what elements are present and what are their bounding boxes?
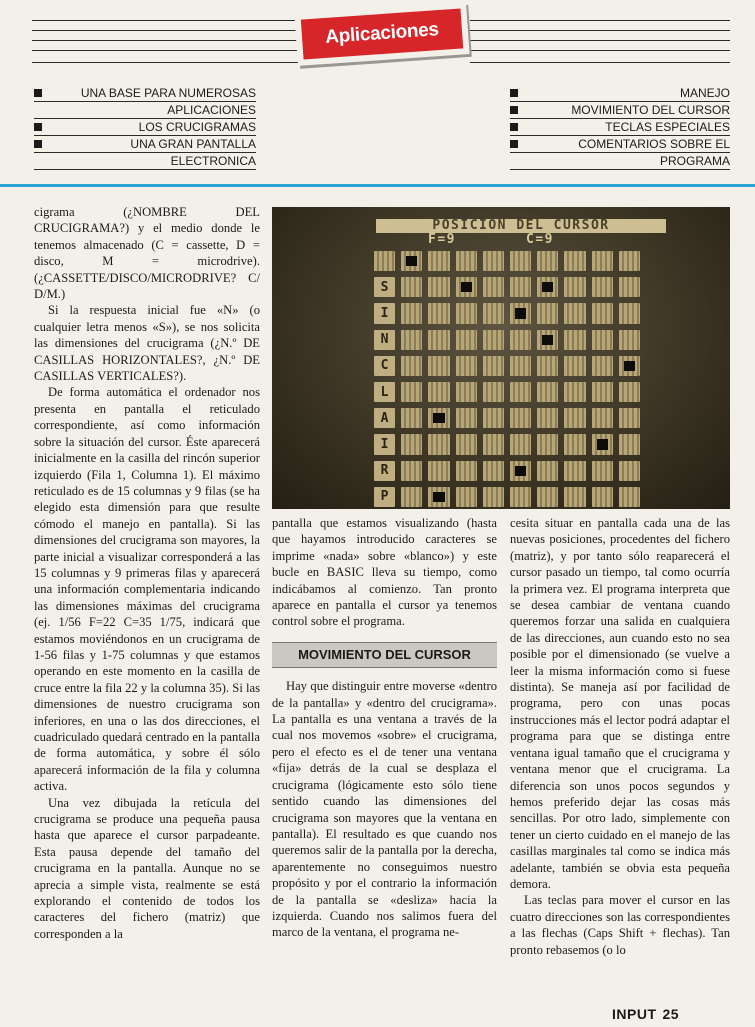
grid-cell <box>619 382 640 402</box>
grid-cell <box>456 303 477 323</box>
grid-cell <box>510 251 531 271</box>
grid-cell <box>483 408 504 428</box>
grid-cell <box>428 382 449 402</box>
topic-item <box>34 153 256 170</box>
grid-cell <box>619 461 640 481</box>
grid-cell <box>456 382 477 402</box>
grid-cell <box>537 356 558 376</box>
grid-black-cell <box>510 461 531 481</box>
grid-cell <box>374 251 395 271</box>
grid-cell <box>564 277 585 297</box>
topic-text: PROGRAMA <box>659 154 730 168</box>
topic-text: LOS CRUCIGRAMAS <box>138 120 256 134</box>
grid-black-cell <box>456 277 477 297</box>
page-number: 25 <box>662 1006 680 1022</box>
grid-cell <box>401 487 422 507</box>
grid-black-cell <box>510 303 531 323</box>
grid-cell <box>456 330 477 350</box>
grid-cell <box>564 487 585 507</box>
grid-cell <box>401 408 422 428</box>
grid-letter-cell: I <box>374 303 395 323</box>
grid-cell <box>510 356 531 376</box>
grid-letter-cell: C <box>374 356 395 376</box>
paragraph: cigrama (¿NOMBRE DEL CRUCIGRAMA?) y el medio donde le tenemos almacenado (C = cassette, D = disco, M = microdrive). (¿CASSETTE/DISCO/MICRODRIVE? C/ D/M.) <box>34 205 260 302</box>
grid-cell <box>401 461 422 481</box>
grid-black-cell <box>592 434 613 454</box>
crossword-grid <box>374 251 640 507</box>
grid-cell <box>428 461 449 481</box>
grid-cell <box>592 356 613 376</box>
grid-cell <box>619 434 640 454</box>
grid-cell <box>537 251 558 271</box>
text-column-1 <box>34 204 260 942</box>
grid-black-cell <box>537 277 558 297</box>
grid-cell <box>401 277 422 297</box>
grid-cell <box>401 382 422 402</box>
grid-cell <box>564 434 585 454</box>
grid-cell <box>592 487 613 507</box>
grid-cell <box>619 487 640 507</box>
header-rules-right <box>470 20 730 64</box>
grid-cell <box>592 461 613 481</box>
grid-letter-cell: A <box>374 408 395 428</box>
grid-cell <box>401 356 422 376</box>
paragraph: cesita situar en pantalla cada una de las nuevas posiciones, procedentes del fichero (matriz), y por tanto sólo reaparecerá el cursor pasado un tiempo, tal como ocurría la primera vez. El programa interpreta que se desea cambiar de ventana cuando queremos forzar una salida en cualquiera de las direcciones, aun cuando esto no sea posible por el dimensionado (se vuelve a leer la misma información como si fuese distinta). Se maneja así por facilidad de programa, pero con unas pocas instrucciones más el lector podrá adaptar el programa para que se distinga entre ventana igual tamaño que el crucigrama y ventana menor que el crucigrama. La diferencia son unos pocos segundos y hemos preferido dejar las cosas más sencillas. Por otro lado, simplemente con tener un cierto cuidado en el manejo de las casillas marginales tal como se indica más adelante, también se obvia esta pequeña demora. <box>510 516 730 891</box>
grid-cell <box>564 382 585 402</box>
bullet-square-icon <box>510 123 518 131</box>
topic-item <box>510 119 730 136</box>
grid-cell <box>428 251 449 271</box>
text-column-3 <box>510 515 730 958</box>
column-readout: C=9 <box>526 232 554 247</box>
paragraph: Hay que distinguir entre moverse «dentro de la pantalla» y «dentro del crucigrama». La pantalla es una ventana a través de la cual nos movemos «sobre» el crucigrama, pero el efecto es el de tener una ventana «fija» detrás de la cual se desplaza el crucigrama (lógicamente esto sólo tiene sentido cuando las dimensiones del crucigrama son mayores que la ventana en pantalla). El resultado es que cuando nos queremos salir de la pantalla por la derecha, aparentemente no conseguimos nuestro propósito y por el contrario la información de la pantalla se «desliza» hacia la izquierda. Cuando nos salimos fuera del marco de la ventana, el programa ne- <box>272 679 497 940</box>
grid-cell <box>592 382 613 402</box>
grid-cell <box>428 303 449 323</box>
grid-letter-cell: P <box>374 487 395 507</box>
grid-cell <box>456 461 477 481</box>
bullet-square-icon <box>34 89 42 97</box>
grid-cell <box>592 277 613 297</box>
grid-letter-cell: S <box>374 277 395 297</box>
grid-cell <box>537 434 558 454</box>
grid-cell <box>510 487 531 507</box>
grid-cell <box>428 330 449 350</box>
grid-cell <box>483 487 504 507</box>
paragraph: Las teclas para mover el cursor en las cuatro direcciones son las correspondientes a las flechas (Caps Shift + flechas). Tan pronto rebasemos (o lo <box>510 893 730 957</box>
topic-text: UNA BASE PARA NUMEROSAS <box>80 86 256 100</box>
topic-item <box>34 102 256 119</box>
paragraph: Una vez dibujada la retícula del crucigrama se produce una pequeña pausa hasta que aparece el cursor parpadeante. Esta pausa depende del tamaño del crucigrama en la pantalla. Aunque no se aprecia a simple vista, realmente se está explorando el contenido de todos los caracteres del fichero (matriz) que corresponden a la <box>34 795 260 941</box>
grid-black-cell <box>428 487 449 507</box>
topic-text: MOVIMIENTO DEL CURSOR <box>571 103 730 117</box>
grid-cell <box>592 330 613 350</box>
grid-cell <box>401 303 422 323</box>
topic-text: COMENTARIOS SOBRE EL <box>578 137 730 151</box>
grid-cell <box>483 382 504 402</box>
grid-black-cell <box>619 356 640 376</box>
page-footer <box>612 1006 679 1022</box>
paragraph: pantalla que estamos visualizando (hasta que hayamos introducido caracteres se imprime «nada» sobre «blanco») y este bucle en BASIC lleva su tiempo, como indicábamos al comienzo. Tan pronto aparece en pantalla el cursor ya tenemos control sobre el programa. <box>272 516 497 629</box>
grid-cell <box>483 461 504 481</box>
topic-item <box>510 85 730 102</box>
grid-cell <box>483 330 504 350</box>
grid-cell <box>592 408 613 428</box>
crossword-screen-photo <box>272 207 730 509</box>
section-divider <box>0 184 755 187</box>
section-heading: MOVIMIENTO DEL CURSOR <box>272 642 497 668</box>
grid-cell <box>428 277 449 297</box>
grid-letter-cell: R <box>374 461 395 481</box>
grid-cell <box>619 277 640 297</box>
grid-letter-cell: L <box>374 382 395 402</box>
grid-cell <box>619 408 640 428</box>
grid-cell <box>564 356 585 376</box>
grid-letter-cell: I <box>374 434 395 454</box>
grid-letter-cell: N <box>374 330 395 350</box>
grid-cell <box>401 330 422 350</box>
topic-text: MANEJO <box>679 86 730 100</box>
grid-cell <box>510 434 531 454</box>
grid-cell <box>510 277 531 297</box>
grid-cell <box>456 356 477 376</box>
grid-cell <box>456 408 477 428</box>
bullet-square-icon <box>510 140 518 148</box>
grid-cell <box>619 303 640 323</box>
topic-item <box>510 153 730 170</box>
grid-cell <box>564 461 585 481</box>
grid-cell <box>456 487 477 507</box>
grid-cell <box>592 251 613 271</box>
bullet-square-icon <box>510 89 518 97</box>
grid-cell <box>483 434 504 454</box>
screen-title: POSICION DEL CURSOR <box>376 219 666 233</box>
grid-cell <box>483 356 504 376</box>
paragraph: De forma automática el ordenador nos presenta en pantalla el reticulado correspondiente, así como información sobre la situación del cursor. Éste aparecerá inicialmente en la casilla del rincón superior izquierdo (Fila 1, Columna 1). El máximo reticulado es de 15 columnas y 9 filas (se ha elegido esta dimensión para que resulte cómodo el manejo en pantalla). Si las dimensiones del crucigrama son mayores, la parte inicial a visualizar corresponderá a las 15 columnas y 9 primeras filas y aparecerá una información complementaria indicando las dimensiones máximas del crucigrama (ej. 1/56 F=22 C=35 1/75, indicará que estamos moviéndonos en un crucigrama de 1-56 filas y 1-75 columnas y que estamos operando en este momento en la casilla de cruce entre la fila 22 y la columna 35). Si las dimensiones de nuestro crucigrama son inferiores, en una o las dos direcciones, el cuadriculado quedará centrado en la pantalla de forma automática, y sobre él sólo aparecerá información de la fila y columna activa. <box>34 385 260 794</box>
magazine-name: INPUT <box>612 1006 657 1022</box>
row-readout: F=9 <box>428 232 456 247</box>
topic-item <box>34 136 256 153</box>
bullet-square-icon <box>34 123 42 131</box>
paragraph: Si la respuesta inicial fue «N» (o cualquier letra menos «S»), se nos solicita las dimensiones del crucigrama (¿N.º DE CASILLAS HORIZONTALES?, ¿N.º DE CASILLAS VERTICALES?). <box>34 303 260 384</box>
grid-cell <box>564 408 585 428</box>
topics-right <box>510 85 730 170</box>
grid-cell <box>428 434 449 454</box>
screen-cursor-readout <box>376 233 666 247</box>
grid-cell <box>428 356 449 376</box>
header-rules-left <box>32 20 300 64</box>
topics-left <box>34 85 256 170</box>
grid-cell <box>537 303 558 323</box>
grid-black-cell <box>537 330 558 350</box>
topic-item <box>34 85 256 102</box>
grid-cell <box>456 434 477 454</box>
grid-cell <box>564 303 585 323</box>
grid-cell <box>456 251 477 271</box>
section-badge <box>294 2 469 66</box>
bullet-square-icon <box>34 140 42 148</box>
grid-cell <box>483 251 504 271</box>
text-column-2 <box>272 515 497 941</box>
topic-item <box>510 102 730 119</box>
grid-cell <box>564 251 585 271</box>
topic-text: TECLAS ESPECIALES <box>605 120 730 134</box>
grid-cell <box>483 277 504 297</box>
grid-cell <box>592 303 613 323</box>
grid-cell <box>619 330 640 350</box>
grid-cell <box>537 461 558 481</box>
grid-cell <box>401 434 422 454</box>
grid-black-cell <box>428 408 449 428</box>
grid-cell <box>537 382 558 402</box>
grid-cell <box>619 251 640 271</box>
topic-item <box>510 136 730 153</box>
grid-cell <box>483 303 504 323</box>
grid-cell <box>537 408 558 428</box>
grid-cell <box>510 408 531 428</box>
section-badge-label: Aplicaciones <box>301 8 463 59</box>
topic-text: ELECTRONICA <box>170 154 256 168</box>
grid-cell <box>510 382 531 402</box>
grid-cell <box>537 487 558 507</box>
grid-cell <box>564 330 585 350</box>
grid-cell <box>510 330 531 350</box>
bullet-square-icon <box>510 106 518 114</box>
grid-black-cell <box>401 251 422 271</box>
topic-text: UNA GRAN PANTALLA <box>130 137 256 151</box>
topic-text: APLICACIONES <box>167 103 256 117</box>
topic-item <box>34 119 256 136</box>
